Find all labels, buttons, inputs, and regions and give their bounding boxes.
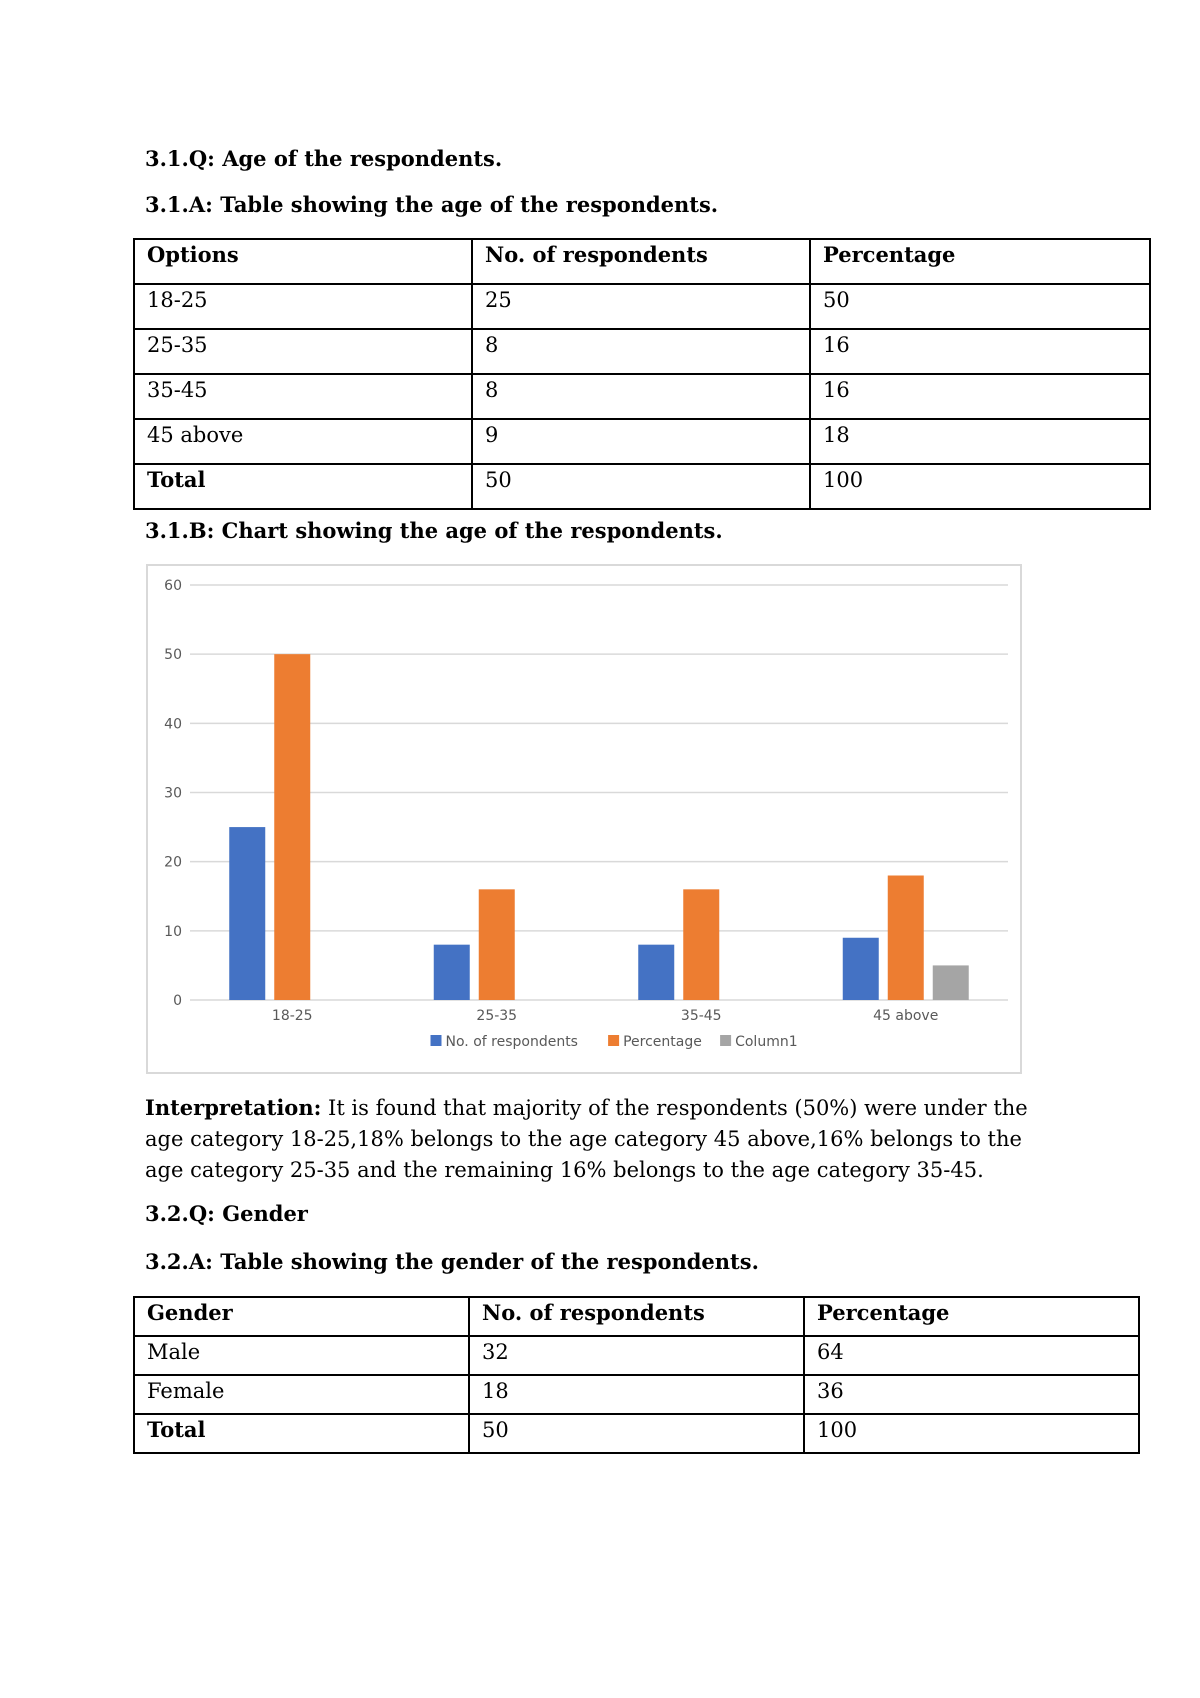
header-cell: Percentage	[804, 1297, 1139, 1336]
table-cell: 16	[810, 329, 1150, 374]
table-header-row	[134, 239, 1150, 284]
question-3-1: 3.1.Q: Age of the respondents.	[145, 146, 503, 171]
legend-swatch	[431, 1035, 442, 1046]
table-cell: 100	[810, 464, 1150, 509]
bar	[638, 945, 674, 1000]
chart-caption-3-1: 3.1.B: Chart showing the age of the respondents.	[145, 518, 723, 543]
bar	[479, 889, 515, 1000]
y-tick-label: 20	[164, 854, 182, 871]
table-cell: 25	[472, 284, 810, 329]
chart-canvas	[148, 566, 1020, 1072]
header-cell: Options	[134, 239, 472, 284]
table-cell: 64	[804, 1336, 1139, 1375]
table-cell: 18	[469, 1375, 804, 1414]
header-cell: No. of respondents	[472, 239, 810, 284]
y-tick-label: 50	[164, 647, 182, 664]
table-cell: 16	[810, 374, 1150, 419]
table-total-row	[134, 1414, 1139, 1453]
table-cell: 35-45	[134, 374, 472, 419]
x-tick-label: 18-25	[271, 1008, 313, 1024]
legend-swatch	[608, 1035, 619, 1046]
bar	[933, 965, 969, 1000]
table-cell: 9	[472, 419, 810, 464]
table-row	[134, 329, 1150, 374]
legend-label: Percentage	[623, 1034, 702, 1050]
x-tick-label: 45 above	[873, 1008, 939, 1024]
table-row	[134, 419, 1150, 464]
table-cell: 32	[469, 1336, 804, 1375]
bar	[888, 876, 924, 1001]
table-cell: Female	[134, 1375, 469, 1414]
interpretation-label: Interpretation:	[145, 1095, 322, 1120]
table-header-row	[134, 1297, 1139, 1336]
header-cell: Percentage	[810, 239, 1150, 284]
age-bar-chart	[146, 564, 1022, 1074]
age-table	[133, 238, 1151, 510]
table-cell: 45 above	[134, 419, 472, 464]
bar	[434, 945, 470, 1000]
y-tick-label: 0	[173, 993, 182, 1009]
bar	[843, 938, 879, 1000]
table-cell: 8	[472, 329, 810, 374]
table-cell: 36	[804, 1375, 1139, 1414]
table-cell: Total	[134, 464, 472, 509]
question-3-2: 3.2.Q: Gender	[145, 1201, 308, 1226]
table-total-row	[134, 464, 1150, 509]
interpretation-text: It is found that majority of the respondents (50%) were under the age category 18-25,18% belongs to the age category 45 above,16% belongs to the age category 25-35 and the remaining 16% belongs to the age category 35-45.	[145, 1096, 1028, 1182]
x-tick-label: 35-45	[680, 1008, 722, 1024]
table-row	[134, 1375, 1139, 1414]
interpretation-paragraph	[145, 1092, 1045, 1186]
y-tick-label: 30	[164, 785, 182, 802]
bar	[229, 827, 265, 1000]
table-row	[134, 374, 1150, 419]
y-tick-label: 40	[164, 716, 182, 733]
y-tick-label: 60	[164, 578, 182, 594]
legend-swatch	[720, 1035, 731, 1046]
x-tick-label: 25-35	[476, 1008, 518, 1024]
table-cell: 25-35	[134, 329, 472, 374]
legend-label: No. of respondents	[445, 1034, 578, 1050]
table-cell: 100	[804, 1414, 1139, 1453]
legend-label: Column1	[735, 1034, 798, 1050]
table-cell: Total	[134, 1414, 469, 1453]
table-cell: 8	[472, 374, 810, 419]
table-row	[134, 1336, 1139, 1375]
table-caption-3-1: 3.1.A: Table showing the age of the respondents.	[145, 192, 719, 217]
gender-table	[133, 1296, 1140, 1454]
table-row	[134, 284, 1150, 329]
table-cell: 18-25	[134, 284, 472, 329]
table-cell: 50	[469, 1414, 804, 1453]
table-cell: 18	[810, 419, 1150, 464]
bar	[683, 889, 719, 1000]
bar	[274, 654, 310, 1000]
table-cell: Male	[134, 1336, 469, 1375]
y-tick-label: 10	[164, 923, 182, 940]
header-cell: No. of respondents	[469, 1297, 804, 1336]
table-cell: 50	[472, 464, 810, 509]
table-cell: 50	[810, 284, 1150, 329]
table-caption-3-2: 3.2.A: Table showing the gender of the respondents.	[145, 1249, 759, 1274]
header-cell: Gender	[134, 1297, 469, 1336]
